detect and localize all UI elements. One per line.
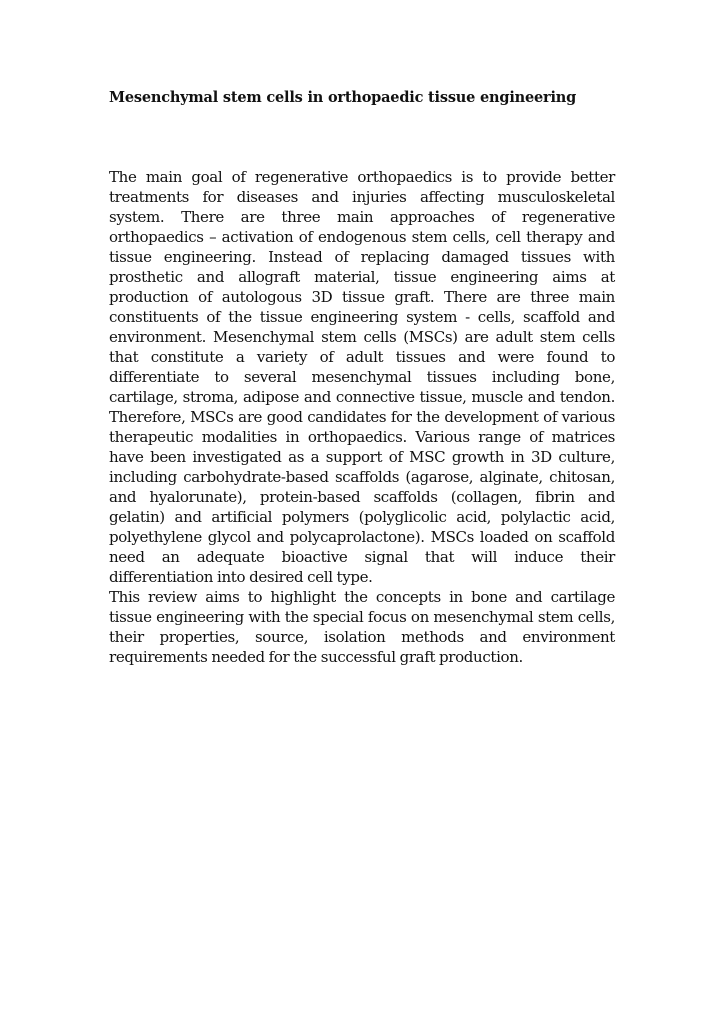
abstract-body [109,167,615,667]
document-title: Mesenchymal stem cells in orthopaedic tissue engineering [109,89,577,106]
abstract-paragraph-1: The main goal of regenerative orthopaedics is to provide better treatments for diseases and injuries affecting musculoskeletal system. There are three main approaches of regenerative orthopaedics – activation of endogenous stem cells, cell therapy and tissue engineering. Instead of replacing damaged tissues with prosthetic and allograft material, tissue engineering aims at production of autologous 3D tissue graft. There are three main constituents of the tissue engineering system - cells, scaffold and environment. Mesenchymal stem cells (MSCs) are adult stem cells that constitute a variety of adult tissues and were found to differentiate to several mesenchymal tissues including bone, cartilage, stroma, adipose and connective tissue, muscle and tendon. Therefore, MSCs are good candidates for the development of various therapeutic modalities in orthopaedics. Various range of matrices have been investigated as a support of MSC growth in 3D culture, including carbohydrate-based scaffolds (agarose, alginate, chitosan, and hyalorunate), protein-based scaffolds (collagen, fibrin and gelatin) and artificial polymers (polyglicolic acid, polylactic acid, polyethylene glycol and polycaprolactone). MSCs loaded on scaffold need an adequate bioactive signal that will induce their differentiation into desired cell type. [109,168,615,586]
abstract-paragraph-2: This review aims to highlight the concepts in bone and cartilage tissue engineering with the special focus on mesenchymal stem cells, their properties, source, isolation methods and environment requirements needed for the successful graft production. [109,588,615,666]
